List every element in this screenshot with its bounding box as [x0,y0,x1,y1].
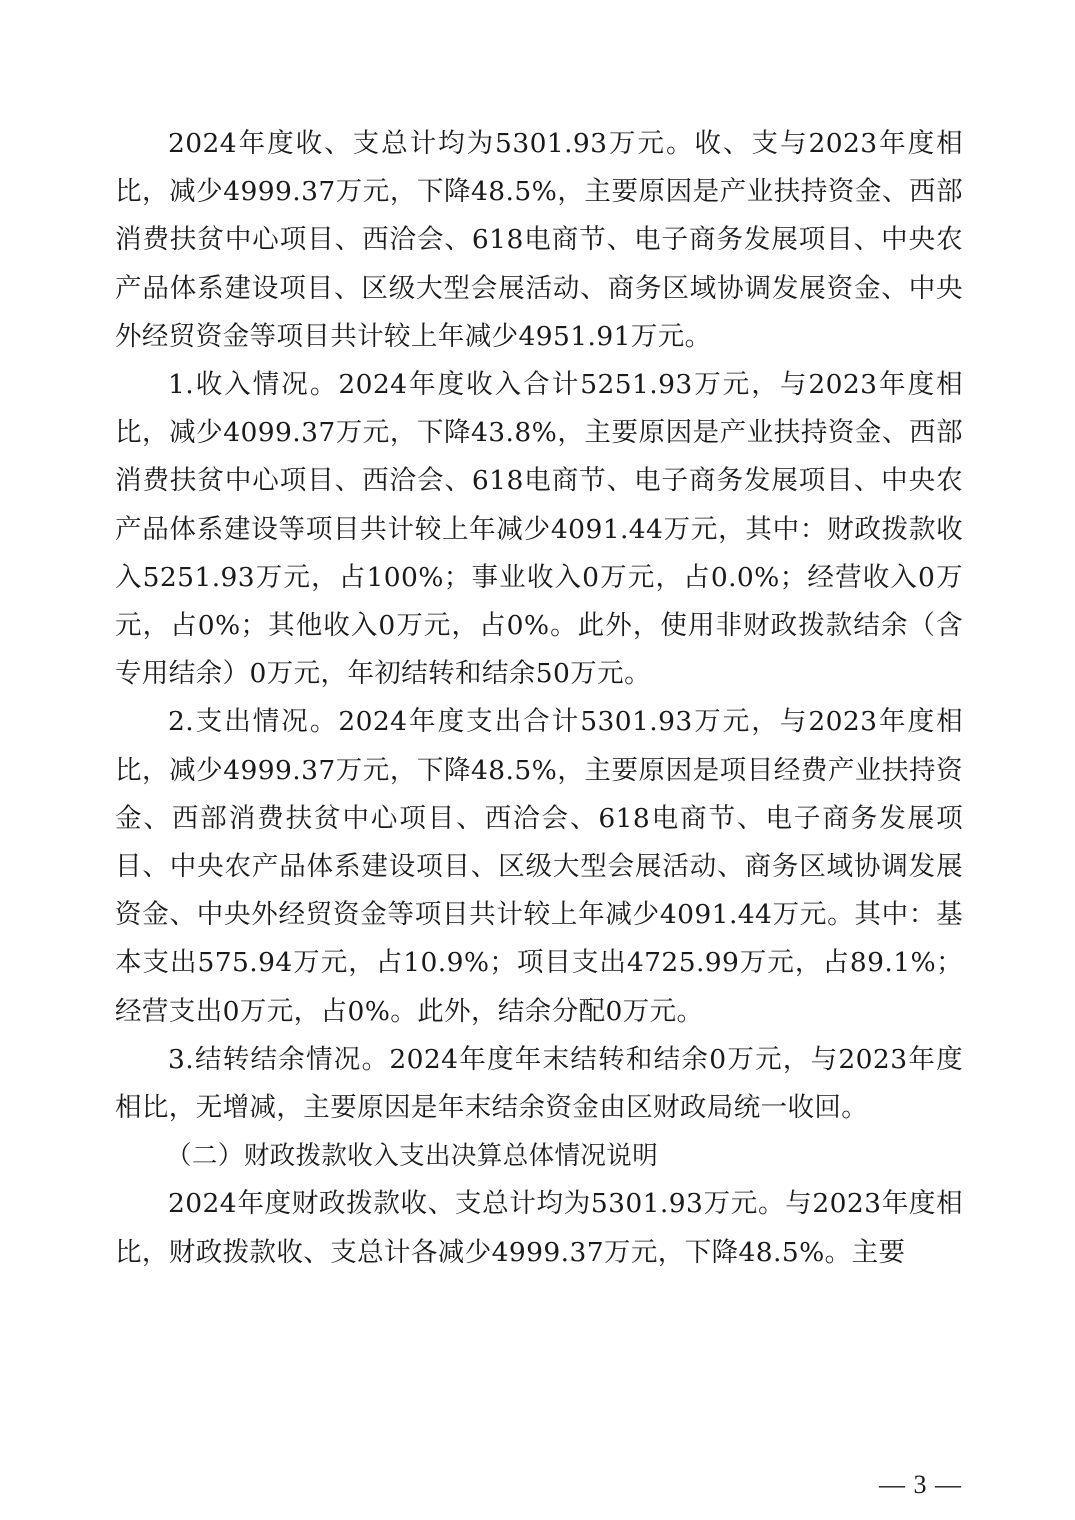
page-number: — 3 — [879,1470,962,1499]
section-heading: （二）财政拨款收入支出决算总体情况说明 [166,1141,659,1172]
paragraph-fiscal-summary: 2024年度财政拨款收、支总计均为5301.93万元。与2023年度相比，财政拨款收、支总计各减少4999.37万元，下降48.5%。主要 [115,1188,963,1268]
paragraph-overview: 2024年度收、支总计均为5301.93万元。收、支与2023年度相比，减少4999.37万元，下降48.5%，主要原因是产业扶持资金、西部消费扶贫中心项目、西洽会、618电商节、电子商务发展项目、中央农产品体系建设项目、区级大型会展活动、商务区域协调发展资金、中央外经贸资金等项目共计较上年减少4951.91万元。 [115,128,963,352]
paragraph-carryover: 3.结转结余情况。2024年度年末结转和结余0万元，与2023年度相比，无增减，主要原因是年末结余资金由区财政局统一收回。 [115,1043,963,1124]
paragraph-expenditure: 2.支出情况。2024年度支出合计5301.93万元，与2023年度相比，减少4999.37万元，下降48.5%，主要原因是项目经费产业扶持资金、西部消费扶贫中心项目、西洽会、618电商节、电子商务发展项目、中央农产品体系建设项目、区级大型会展活动、商务区域协调发展资金、中央外经贸资金等项目共计较上年减少4091.44万元。其中：基本支出575.94万元，占10.9%；项目支出4725.99万元，占89.1%；经营支出0万元，占0%。此外，结余分配0万元。 [115,706,963,1027]
document-body [115,120,963,1277]
paragraph-income: 1.收入情况。2024年度收入合计5251.93万元，与2023年度相比，减少4099.37万元，下降43.8%，主要原因是产业扶持资金、西部消费扶贫中心项目、西洽会、618电商节、电子商务发展项目、中央农产品体系建设等项目共计较上年减少4091.44万元，其中：财政拨款收入5251.93万元，占100%；事业收入0万元，占0.0%；经营收入0万元，占0%；其他收入0万元，占0%。此外，使用非财政拨款结余（含专用结余）0万元，年初结转和结余50万元。 [115,369,963,690]
